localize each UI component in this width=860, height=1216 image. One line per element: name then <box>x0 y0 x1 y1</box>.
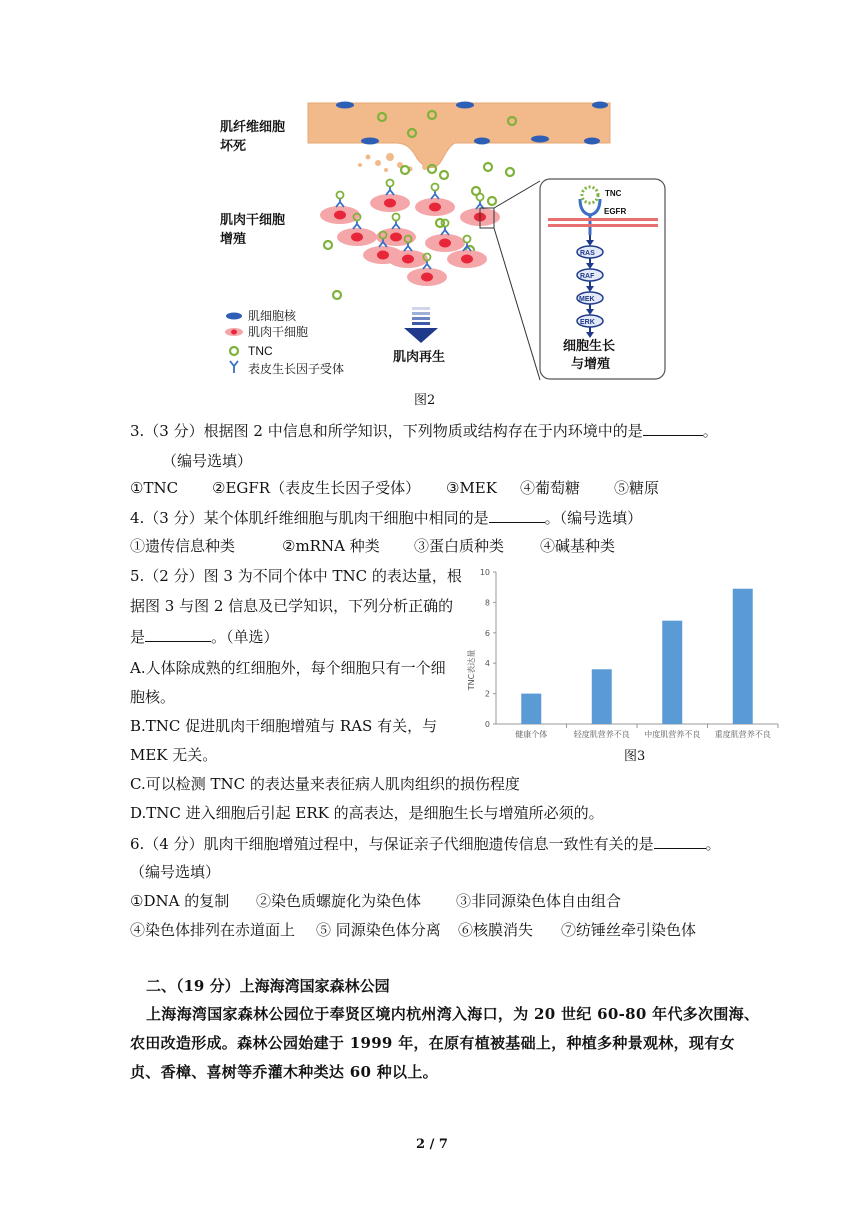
chart-x-tick-label: 中度肌营养不良 <box>644 730 701 739</box>
q5-answer-blank[interactable] <box>145 627 211 642</box>
chart-y-tick-label: 2 <box>484 689 490 699</box>
figure-2 <box>200 95 670 385</box>
q4-option-3: ③蛋白质种类 <box>414 537 505 555</box>
chart-bar <box>662 621 682 724</box>
q3-answer-blank[interactable] <box>643 421 703 436</box>
q6-line1 <box>130 834 721 853</box>
q4-option-4: ④碱基种类 <box>540 537 616 555</box>
legend-nucleus-icon <box>226 313 242 320</box>
figure-3-chart <box>460 562 780 747</box>
legend-nucleus-text: 肌细胞核 <box>248 309 297 323</box>
section-2-para-2: 农田改造形成。森林公园始建于 1999 年，在原有植被基础上，种植多种景观林，现有女 <box>130 1034 735 1052</box>
q5-line3-end: 。（单选） <box>211 628 279 646</box>
q4-end: 。（编号选填） <box>544 509 643 527</box>
q6-row1-3: ③非同源染色体自由组合 <box>456 892 622 910</box>
chart-x-tick-label: 轻度肌营养不良 <box>573 730 630 739</box>
stem-cell-group <box>320 194 500 286</box>
q5-opt-b-1: B.TNC 促进肌肉干细胞增殖与 RAS 有关，与 <box>130 717 438 735</box>
chart-y-tick-label: 8 <box>484 598 490 608</box>
q4-line1 <box>130 508 642 527</box>
muscle-fiber <box>308 103 610 168</box>
chart-y-tick-label: 4 <box>484 659 490 669</box>
pathway-egfr-label: EGFR <box>604 207 627 216</box>
regeneration-arrow <box>404 307 438 343</box>
figure-3-caption: 图3 <box>624 749 646 764</box>
q6-row2-1: ④染色体排列在赤道面上 <box>130 921 296 939</box>
section-2-para-3: 贞、香樟、喜树等乔灌木种类达 60 种以上。 <box>130 1063 438 1081</box>
q6-text: 6.（4 分）肌肉干细胞增殖过程中，与保证亲子代细胞遗传信息一致性有关的是 <box>130 835 654 853</box>
chart-x-tick-label: 健康个体 <box>515 730 548 739</box>
q5-line1: 5.（2 分）图 3 为不同个体中 TNC 的表达量，根 <box>130 567 462 585</box>
q5-opt-d: D.TNC 进入细胞后引起 ERK 的高表达，是细胞生长与增殖所必须的。 <box>130 804 604 822</box>
q5-line2: 据图 3 与图 2 信息及已学知识，下列分析正确的 <box>130 597 454 615</box>
q3-end: 。 <box>702 422 718 440</box>
q6-row2-3: ⑥核膜消失 <box>458 921 534 939</box>
q5-opt-a-2: 胞核。 <box>130 688 176 706</box>
pathway-erk: ERK <box>580 319 595 326</box>
legend-stem-text: 肌肉干细胞 <box>248 325 309 339</box>
chart-x-tick-label: 重度肌营养不良 <box>714 730 771 739</box>
pathway-result-2: 与增殖 <box>571 357 611 372</box>
pathway-result-1: 细胞生长 <box>563 339 616 354</box>
q5-line3 <box>130 627 279 646</box>
label-proliferation-1: 肌肉干细胞 <box>220 213 286 228</box>
figure-2-caption: 图2 <box>414 393 436 408</box>
q5-opt-b-2: MEK 无关。 <box>130 746 218 764</box>
pathway-mek: MEK <box>579 296 595 303</box>
q6-end: 。 <box>705 835 721 853</box>
q6-answer-blank[interactable] <box>654 834 706 849</box>
q4-option-2: ②mRNA 种类 <box>282 537 380 555</box>
q3-option-4: ④葡萄糖 <box>520 479 581 497</box>
pathway-raf: RAF <box>580 273 595 280</box>
q4-answer-blank[interactable] <box>489 508 545 523</box>
chart-y-tick-label: 10 <box>479 568 490 577</box>
q6-row2-2: ⑤ 同源染色体分离 <box>316 921 441 939</box>
pathway-ras: RAS <box>580 250 595 257</box>
q4-text: 4.（3 分）某个体肌纤维细胞与肌肉干细胞中相同的是 <box>130 509 489 527</box>
legend-stem-icon <box>225 328 243 336</box>
q4-option-1: ①遗传信息种类 <box>130 537 236 555</box>
q6-row1-1: ①DNA 的复制 <box>130 892 230 910</box>
section-2-para-1: 上海海湾国家森林公园位于奉贤区境内杭州湾入海口，为 20 世纪 60-80 年代多次围海、 <box>146 1005 760 1023</box>
q3-text: 3.（3 分）根据图 2 中信息和所学知识，下列物质或结构存在于内环境中的是 <box>130 422 643 440</box>
label-necrosis-2: 坏死 <box>220 139 247 154</box>
label-necrosis-1: 肌纤维细胞 <box>220 120 286 135</box>
q6-row2-4: ⑦纺锤丝牵引染色体 <box>561 921 697 939</box>
chart-y-tick-label: 6 <box>484 628 490 638</box>
q5-line3-start: 是 <box>130 628 146 646</box>
q3-option-3: ③MEK <box>446 479 497 497</box>
page-number: 2 / 7 <box>416 1137 448 1152</box>
q5-opt-c: C.可以检测 TNC 的表达量来表征病人肌肉组织的损伤程度 <box>130 775 520 793</box>
chart-bar <box>592 669 612 724</box>
figure-3-svg <box>460 562 780 747</box>
q3-line2: （编号选填） <box>162 452 253 470</box>
pathway-tnc-label: TNC <box>605 189 622 198</box>
label-proliferation-2: 增殖 <box>220 232 247 247</box>
q3-line1 <box>130 421 718 440</box>
chart-ylabel: TNC表达量 <box>467 649 476 691</box>
chart-bar <box>521 694 541 724</box>
q3-option-1: ①TNC <box>130 479 179 497</box>
q5-opt-a-1: A.人体除成熟的红细胞外，每个细胞只有一个细 <box>130 659 446 677</box>
section-2-title: 二、（19 分）上海海湾国家森林公园 <box>146 977 390 995</box>
chart-y-tick-label: 0 <box>484 720 490 729</box>
q6-row1-2: ②染色质螺旋化为染色体 <box>256 892 422 910</box>
q3-option-5: ⑤糖原 <box>614 479 660 497</box>
q3-option-2: ②EGFR（表皮生长因子受体） <box>212 479 421 497</box>
chart-bar <box>733 589 753 724</box>
legend-tnc-text: TNC <box>248 344 273 358</box>
legend-receptor-icon <box>230 361 238 373</box>
q6-line2: （编号选填） <box>130 863 221 881</box>
label-regeneration: 肌肉再生 <box>393 350 446 365</box>
legend-receptor-text: 表皮生长因子受体 <box>248 362 345 376</box>
legend-tnc-icon <box>230 347 238 355</box>
